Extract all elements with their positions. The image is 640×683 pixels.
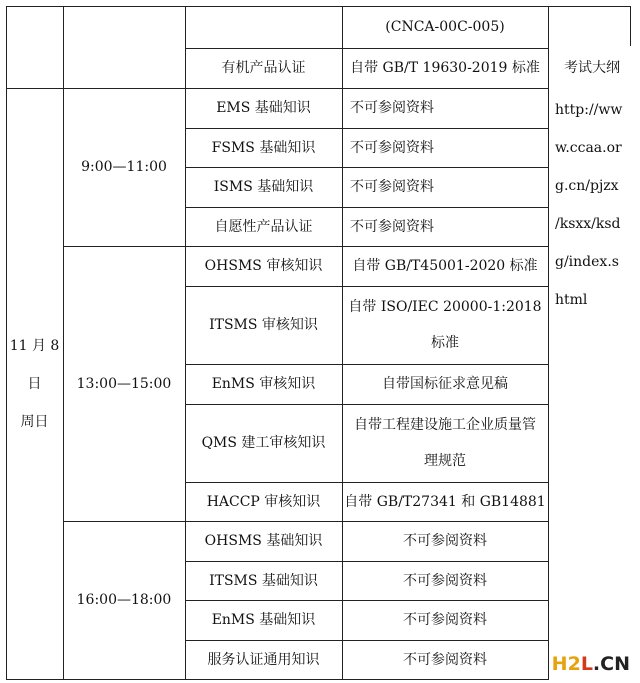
material-label: 自带 GB/T27341 和 GB14881 bbox=[344, 493, 546, 510]
material-label: 自带 GB/T45001-2020 标准 bbox=[352, 258, 538, 274]
subject-label: ITSMS 基础知识 bbox=[209, 572, 318, 589]
subject-label: ISMS 基础知识 bbox=[213, 179, 314, 195]
exam-outline-link[interactable]: http://ww w.ccaa.or g.cn/pjzx /ksxx/ksd g/index.s html bbox=[555, 102, 623, 308]
subject-label: EnMS 审核知识 bbox=[211, 376, 316, 392]
material-label: 自带国标征求意见稿 bbox=[382, 376, 508, 392]
subject-label: EMS 基础知识 bbox=[216, 100, 311, 116]
session-time: 16:00—18:00 bbox=[76, 592, 172, 608]
material-label: 标准 bbox=[431, 335, 459, 351]
subject-label: 自愿性产品认证 bbox=[214, 218, 313, 235]
subject-label: 服务认证通用知识 bbox=[207, 651, 320, 668]
material-label: 不可参阅资料 bbox=[350, 100, 434, 116]
material-label: 不可参阅资料 bbox=[403, 651, 487, 668]
material-label: 不可参阅资料 bbox=[403, 572, 487, 589]
exam-outline-label: 考试大纲 bbox=[564, 60, 620, 76]
material-label: 不可参阅资料 bbox=[350, 218, 434, 235]
session-time: 13:00—15:00 bbox=[76, 375, 172, 392]
material-label: 自带工程建设施工企业质量管 bbox=[354, 417, 536, 433]
material-label: 不可参阅资料 bbox=[350, 139, 434, 156]
material-label: 不可参阅资料 bbox=[350, 179, 434, 195]
h2l-watermark-logo: H2L.CN bbox=[551, 653, 630, 675]
subject-label: 有机产品认证 bbox=[221, 60, 306, 76]
material-label: 不可参阅资料 bbox=[403, 612, 487, 628]
subject-label: ITSMS 审核知识 bbox=[209, 317, 318, 333]
session-time: 9:00—11:00 bbox=[81, 159, 167, 175]
standard-code: (CNCA-00C-005) bbox=[385, 19, 505, 35]
subject-label: OHSMS 审核知识 bbox=[204, 258, 323, 274]
subject-label: QMS 建工审核知识 bbox=[201, 435, 326, 451]
material-label: 自带 ISO/IEC 20000-1:2018 bbox=[348, 299, 542, 315]
date-cell: 11 月 8 日 周日 bbox=[9, 337, 60, 430]
subject-label: EnMS 基础知识 bbox=[211, 612, 316, 628]
material-label: 自带 GB/T 19630-2019 标准 bbox=[350, 60, 540, 76]
material-label: 理规范 bbox=[424, 453, 466, 469]
material-label: 不可参阅资料 bbox=[403, 533, 487, 549]
subject-label: FSMS 基础知识 bbox=[211, 139, 316, 156]
subject-label: HACCP 审核知识 bbox=[206, 493, 321, 510]
subject-label: OHSMS 基础知识 bbox=[204, 533, 323, 549]
